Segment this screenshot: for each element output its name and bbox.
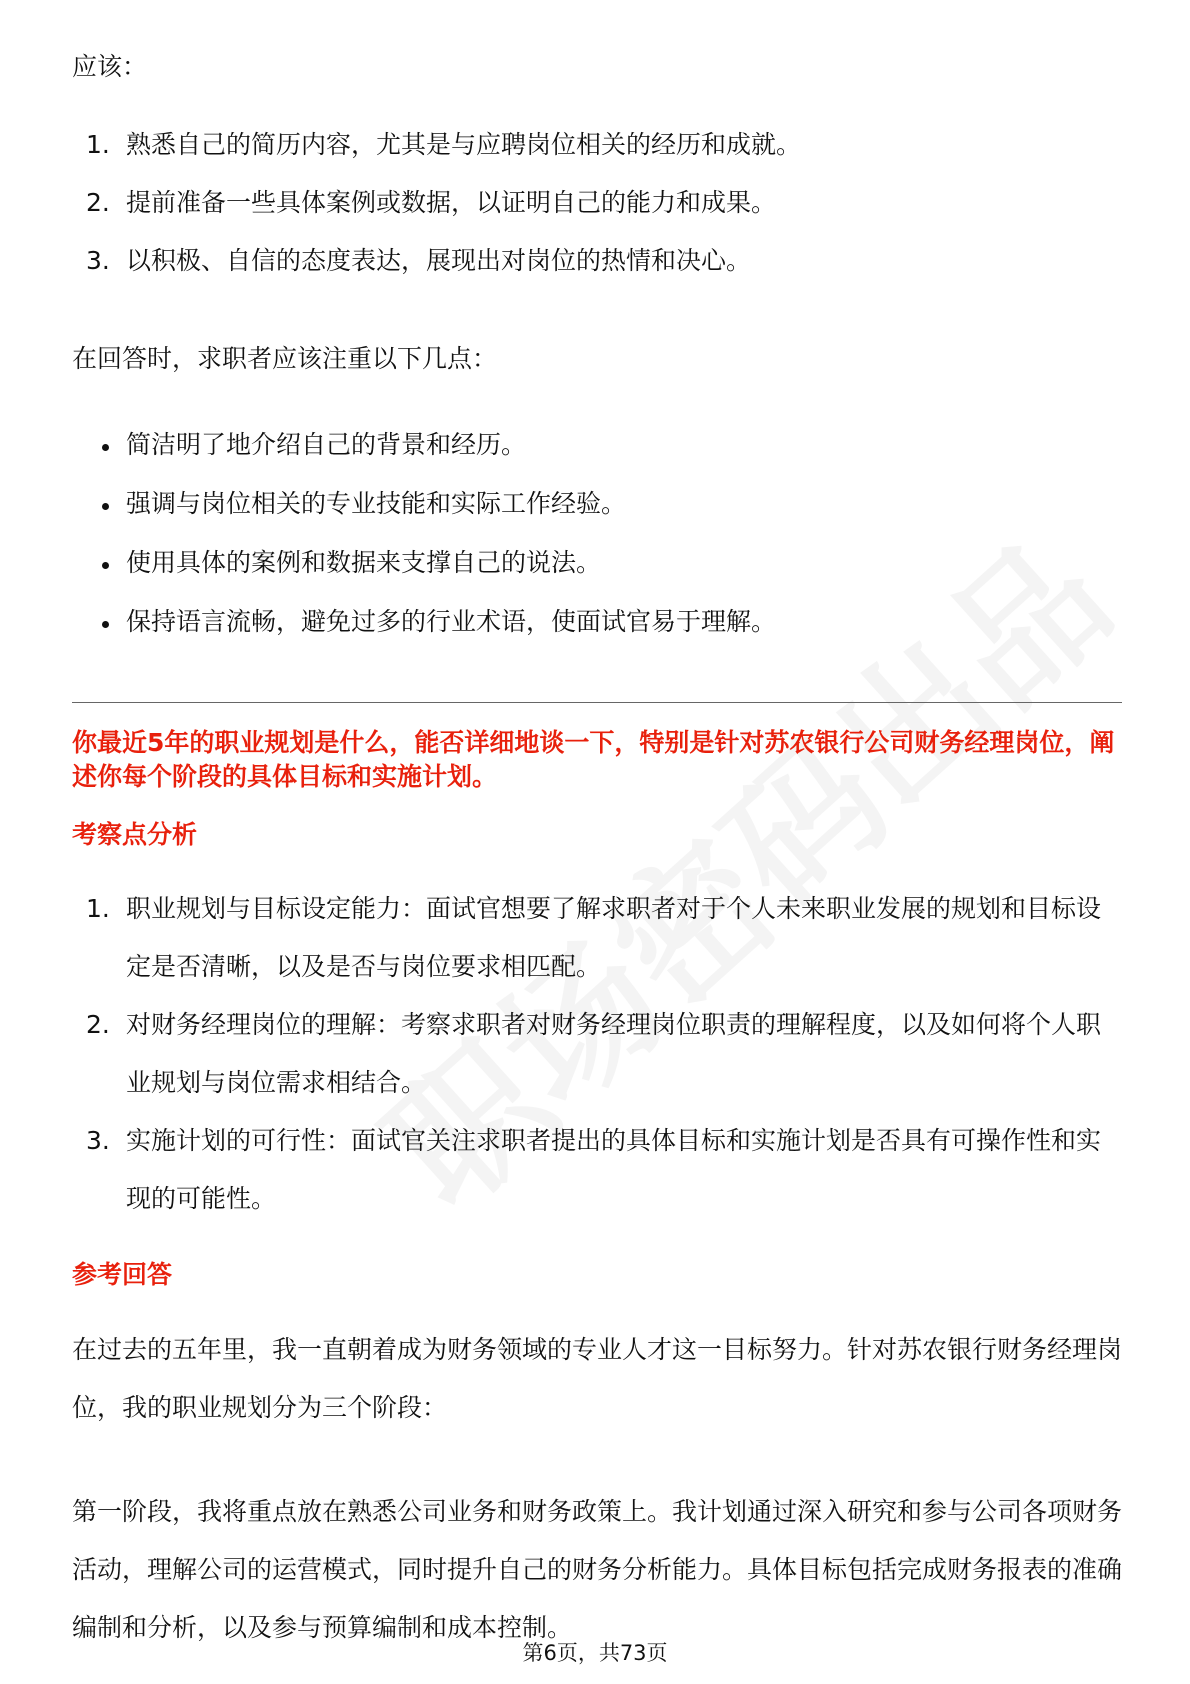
list-item <box>72 130 1122 160</box>
list-item-text: 使用具体的案例和数据来支撑自己的说法。 <box>126 548 602 577</box>
reference-paragraph: 在过去的五年里，我一直朝着成为财务领域的专业人才这一目标努力。针对苏农银行财务经理岗位，我的职业规划分为三个阶段： <box>72 1335 1123 1422</box>
list-item-text: 简洁明了地介绍自己的背景和经历。 <box>126 430 527 459</box>
list-number: 2. <box>86 1010 110 1039</box>
analysis-list <box>72 880 1122 1228</box>
bullet-icon <box>102 444 109 451</box>
list-item <box>72 607 1122 637</box>
answer-points-list <box>72 430 1122 666</box>
list-item <box>72 430 1122 460</box>
list-item <box>72 880 1122 996</box>
tips-list <box>72 130 1122 304</box>
list-item-text: 强调与岗位相关的专业技能和实际工作经验。 <box>126 489 627 518</box>
list-item-text: 职业规划与目标设定能力：面试官想要了解求职者对于个人未来职业发展的规划和目标设定是否清晰，以及是否与岗位要求相匹配。 <box>126 894 1102 981</box>
reference-heading: 参考回答 <box>72 1260 173 1289</box>
list-item-text: 对财务经理岗位的理解：考察求职者对财务经理岗位职责的理解程度，以及如何将个人职业规划与岗位需求相结合。 <box>126 1010 1102 1097</box>
list-number: 3. <box>86 246 110 275</box>
bullet-icon <box>102 562 109 569</box>
analysis-heading: 考察点分析 <box>72 820 198 849</box>
list-item <box>72 1112 1122 1228</box>
bullet-icon <box>102 621 109 628</box>
list-item-text: 提前准备一些具体案例或数据，以证明自己的能力和成果。 <box>126 188 777 217</box>
list-number: 3. <box>86 1126 110 1155</box>
section-divider <box>72 702 1122 703</box>
reference-paragraph: 第一阶段，我将重点放在熟悉公司业务和财务政策上。我计划通过深入研究和参与公司各项财务活动，理解公司的运营模式，同时提升自己的财务分析能力。具体目标包括完成财务报表的准确编制和分析，以及参与预算编制和成本控制。 <box>72 1497 1123 1642</box>
list-number: 2. <box>86 188 110 217</box>
answer-points-intro: 在回答时，求职者应该注重以下几点： <box>72 344 498 373</box>
list-item <box>72 996 1122 1112</box>
page-footer: 第6页，共73页 <box>522 1641 668 1665</box>
intro-label: 应该： <box>72 52 148 81</box>
list-item <box>72 489 1122 519</box>
list-item-text: 以积极、自信的态度表达，展现出对岗位的热情和决心。 <box>126 246 752 275</box>
list-item-text: 实施计划的可行性：面试官关注求职者提出的具体目标和实施计划是否具有可操作性和实现的可能性。 <box>126 1126 1102 1213</box>
list-item-text: 保持语言流畅，避免过多的行业术语，使面试官易于理解。 <box>126 607 777 636</box>
question-title: 你最近5年的职业规划是什么，能否详细地谈一下，特别是针对苏农银行公司财务经理岗位，阐述你每个阶段的具体目标和实施计划。 <box>72 728 1115 791</box>
list-item <box>72 188 1122 218</box>
list-item-text: 熟悉自己的简历内容，尤其是与应聘岗位相关的经历和成就。 <box>126 130 802 159</box>
list-item <box>72 246 1122 276</box>
list-item <box>72 548 1122 578</box>
list-number: 1. <box>86 130 110 159</box>
list-number: 1. <box>86 894 110 923</box>
bullet-icon <box>102 503 109 510</box>
